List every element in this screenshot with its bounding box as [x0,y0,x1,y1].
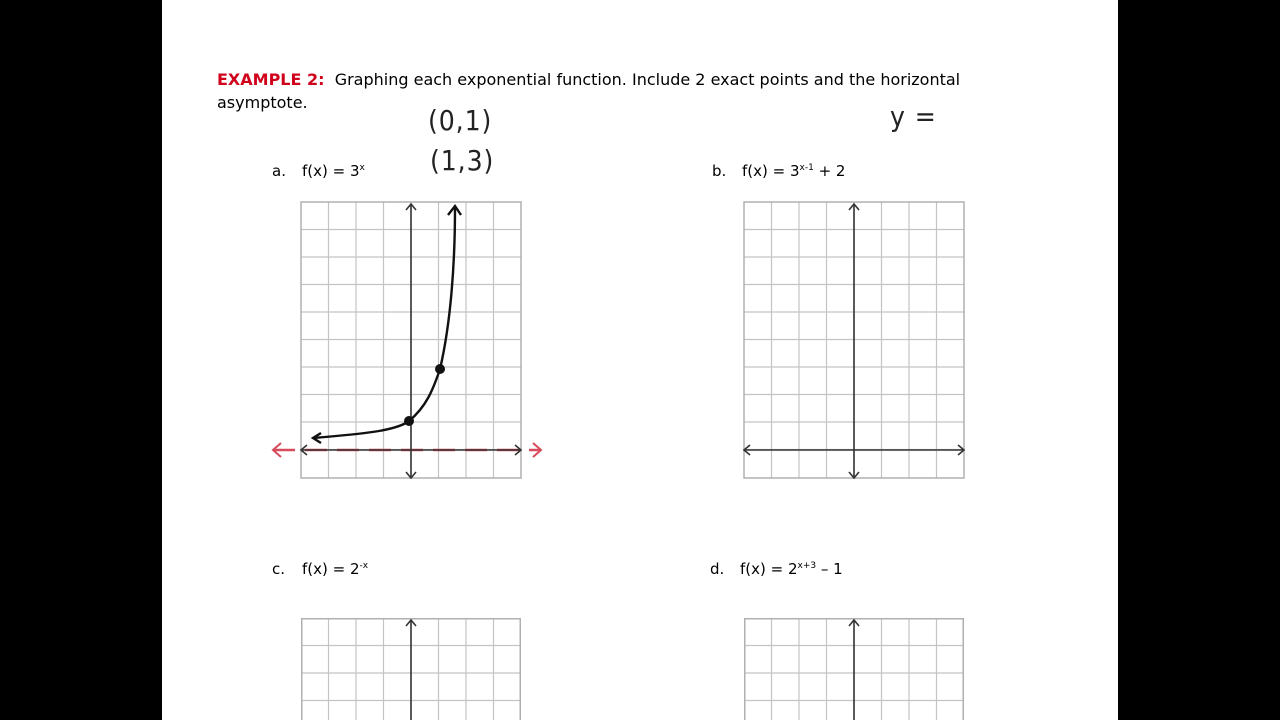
problem-b-label [712,162,845,180]
handwritten-point-2: (1,3) [430,144,495,177]
example-label: EXAMPLE 2: [217,70,325,89]
problem-c-label [272,560,368,578]
graph-c [301,618,521,720]
plotted-point-0-1 [404,416,414,426]
problem-exponent: x+3 [797,561,817,571]
graph-d [744,618,964,720]
problem-letter: d. [710,560,725,578]
problem-d-label [710,560,843,578]
worksheet-page [162,0,1118,720]
handwritten-asymptote-prompt: y = [890,100,937,133]
problem-letter: b. [712,162,727,180]
graph-b [744,202,964,478]
plotted-point-1-3 [435,364,445,374]
problem-function: f(x) = 2 [302,560,360,578]
example-instructions: Graphing each exponential function. Include 2 exact points and the horizontal asymptote. [217,70,961,112]
problem-exponent: x [359,163,365,173]
problem-letter: a. [272,162,286,180]
problem-function: f(x) = 2 [740,560,798,578]
problem-exponent: -x [359,561,369,571]
problem-a-label [272,162,365,180]
problem-exponent: x-1 [799,163,814,173]
problem-function: f(x) = 3 [742,162,800,180]
problem-suffix: + 2 [813,162,846,180]
problem-function: f(x) = 3 [302,162,360,180]
graph-a [301,202,521,478]
problem-suffix: – 1 [816,560,843,578]
problem-letter: c. [272,560,286,578]
handwritten-point-1: (0,1) [428,104,493,137]
